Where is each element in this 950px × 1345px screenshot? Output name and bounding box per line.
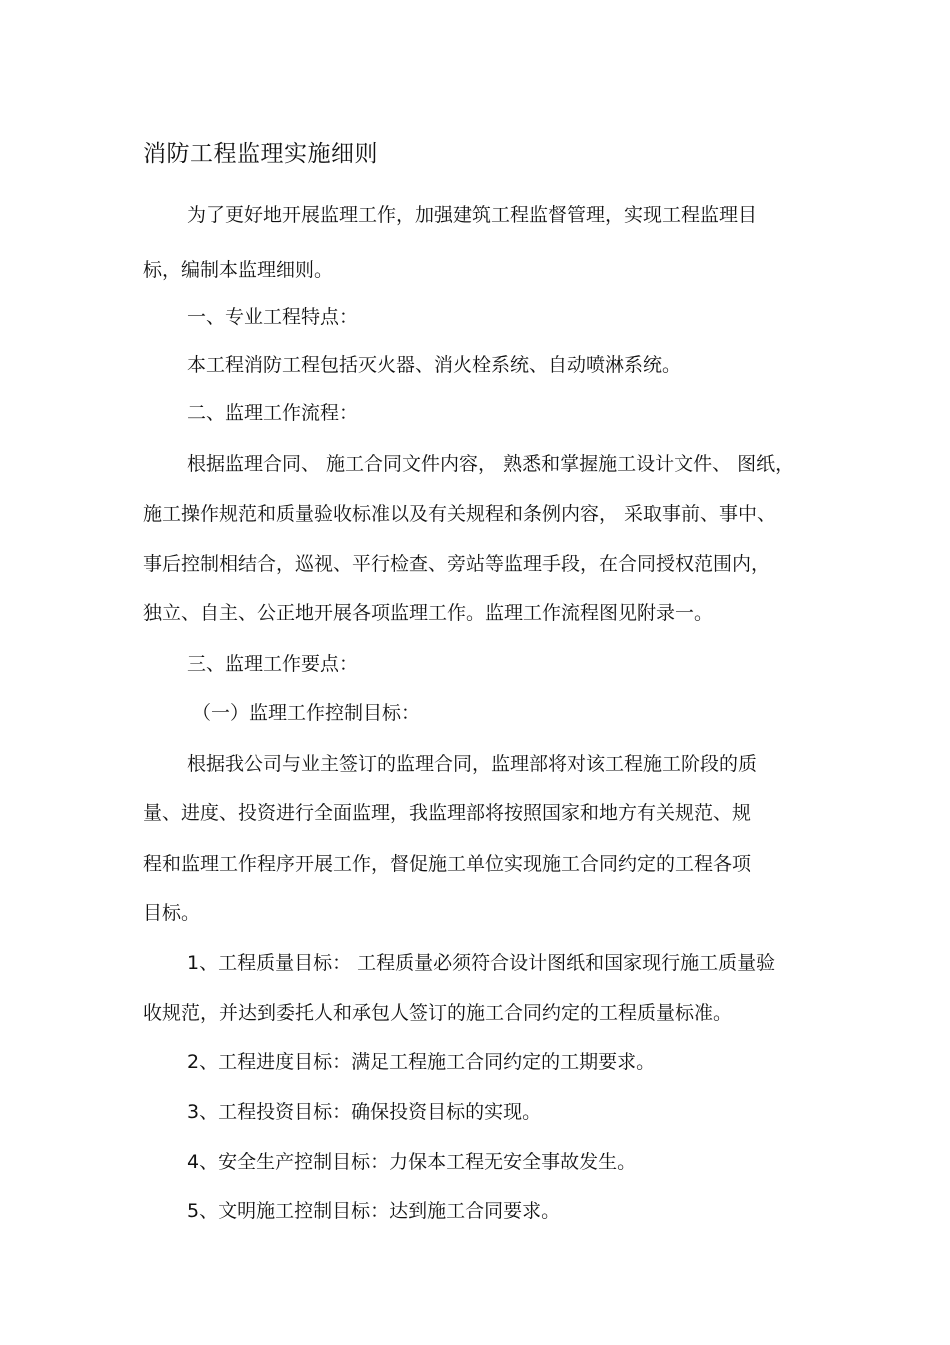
subsection-1-line-3: 程和监理工作程序开展工作，督促施工单位实现施工合同约定的工程各项 — [143, 853, 752, 875]
target-5: 5、文明施工控制目标：达到施工合同要求。 — [187, 1200, 561, 1222]
document-title: 消防工程监理实施细则 — [143, 141, 378, 167]
target-1-line-2: 收规范，并达到委托人和承包人签订的施工合同约定的工程质量标准。 — [143, 1002, 733, 1024]
section-2-line-1: 根据监理合同、 施工合同文件内容， 熟悉和掌握施工设计文件、 图纸， — [187, 453, 795, 475]
section-2-line-4: 独立、自主、公正地开展各项监理工作。监理工作流程图见附录一。 — [143, 602, 714, 624]
paragraph-intro-line-1: 为了更好地开展监理工作，加强建筑工程监督管理，实现工程监理目 — [187, 204, 758, 226]
section-2-line-2: 施工操作规范和质量验收标准以及有关规程和条例内容， 采取事前、事中、 — [143, 503, 777, 525]
subsection-heading-1: （一）监理工作控制目标： — [192, 702, 421, 724]
target-2: 2、工程进度目标：满足工程施工合同约定的工期要求。 — [187, 1051, 656, 1073]
target-3: 3、工程投资目标：确保投资目标的实现。 — [187, 1101, 542, 1123]
section-heading-2: 二、监理工作流程： — [187, 402, 359, 424]
section-heading-1: 一、专业工程特点： — [187, 306, 359, 328]
target-1-line-1: 1、工程质量目标： 工程质量必须符合设计图纸和国家现行施工质量验 — [187, 952, 776, 974]
subsection-1-line-1: 根据我公司与业主签订的监理合同，监理部将对该工程施工阶段的质 — [187, 753, 758, 775]
subsection-1-line-2: 量、进度、投资进行全面监理，我监理部将按照国家和地方有关规范、规 — [143, 802, 752, 824]
section-2-line-3: 事后控制相结合，巡视、平行检查、旁站等监理手段，在合同授权范围内， — [143, 553, 771, 575]
paragraph-intro-line-2: 标，编制本监理细则。 — [143, 259, 334, 281]
section-1-text: 本工程消防工程包括灭火器、消火栓系统、自动喷淋系统。 — [187, 354, 682, 376]
subsection-1-line-4: 目标。 — [143, 902, 201, 924]
target-4: 4、安全生产控制目标：力保本工程无安全事故发生。 — [187, 1151, 637, 1173]
section-heading-3: 三、监理工作要点： — [187, 653, 359, 675]
